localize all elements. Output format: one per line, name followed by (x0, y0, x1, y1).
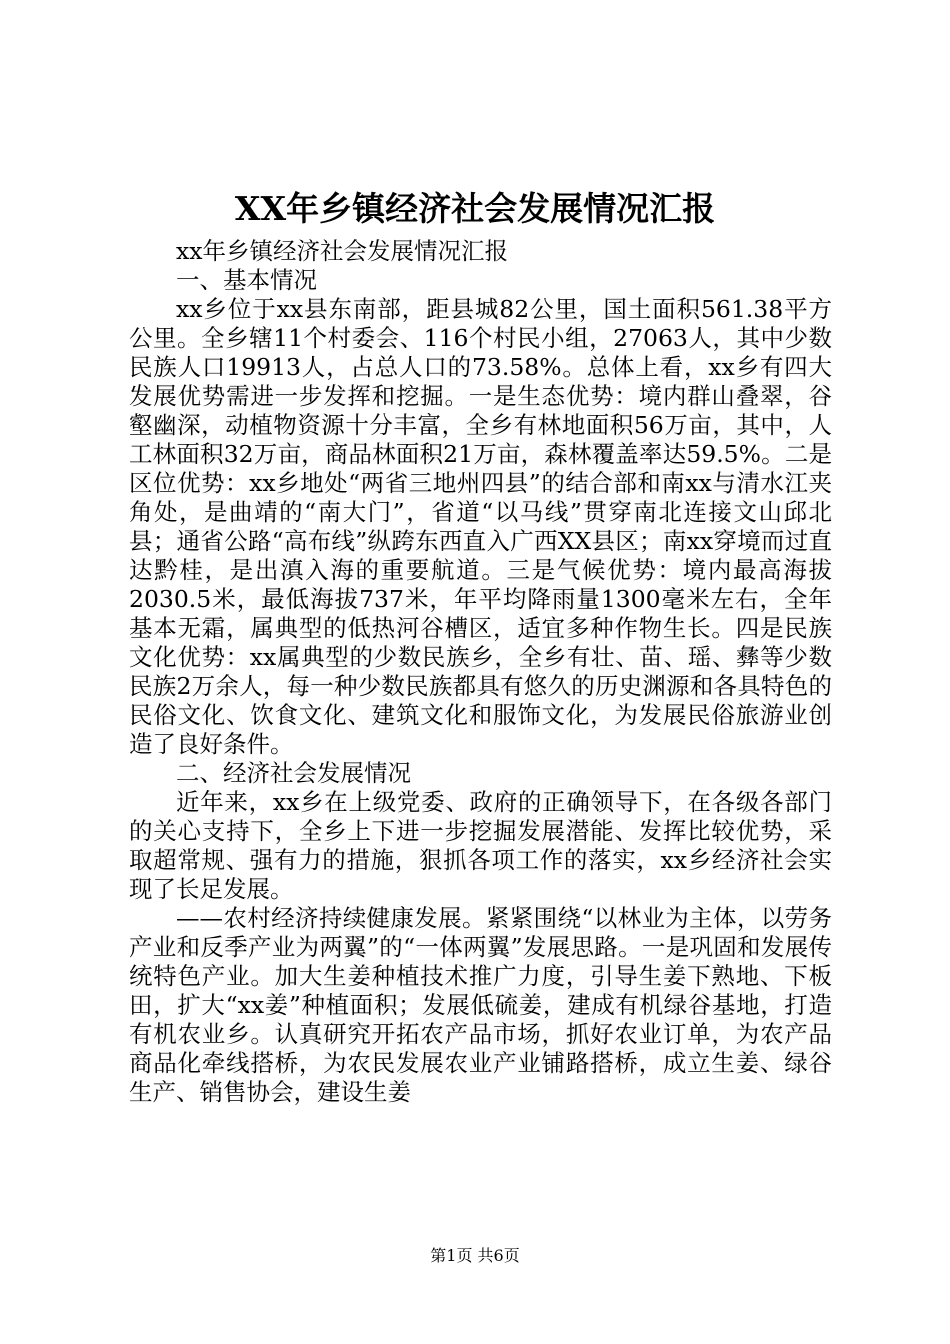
document-body (129, 237, 832, 1107)
subtitle-paragraph: xx年乡镇经济社会发展情况汇报 (176, 237, 509, 265)
document-title: XX年乡镇经济社会发展情况汇报 (234, 189, 716, 228)
section-heading-development: 二、经济社会发展情况 (176, 759, 411, 787)
page-footer: 第1页 共6页 (430, 1246, 520, 1265)
body-paragraph: ——农村经济持续健康发展。紧紧围绕“以林业为主体，以劳务产业和反季产业为两翼”的“一体两翼”发展思路。一是巩固和发展传统特色产业。加大生姜种植技术推广力度，引导生姜下熟地、下板田，扩大“xx姜”种植面积；发展低硫姜，建成有机绿谷基地，打造有机农业乡。认真研究开拓农产品市场，抓好农业订单，为农产品商品化牵线搭桥，为农民发展农业产业铺路搭桥，成立生姜、绿谷生产、销售协会，建设生姜 (129, 904, 832, 1106)
section-heading-basic: 一、基本情况 (176, 266, 317, 294)
body-paragraph: xx乡位于xx县东南部，距县城82公里，国土面积561.38平方公里。全乡辖11个村委会、116个村民小组，27063人，其中少数民族人口19913人，占总人口的73.58%。总体上看，xx乡有四大发展优势需进一步发挥和挖掘。一是生态优势：境内群山叠翠，谷壑幽深，动植物资源十分丰富，全乡有林地面积56万亩，其中，人工林面积32万亩，商品林面积21万亩，森林覆盖率达59.5%。二是区位优势：xx乡地处“两省三地州四县”的结合部和南xx与清水江夹角处，是曲靖的“南大门”，省道“以马线”贯穿南北连接文山邱北县；通省公路“高布线”纵跨东西直入广西XX县区；南xx穿境而过直达黔桂，是出滇入海的重要航道。三是气候优势：境内最高海拔2030.5米，最低海拔737米，年平均降雨量1300毫米左右，全年基本无霜，属典型的低热河谷槽区，适宜多种作物生长。四是民族文化优势：xx属典型的少数民族乡，全乡有壮、苗、瑶、彝等少数民族2万余人，每一种少数民族都具有悠久的历史渊源和各具特色的民俗文化、饮食文化、建筑文化和服饰文化，为发展民俗旅游业创造了良好条件。 (129, 295, 832, 758)
body-paragraph: 近年来，xx乡在上级党委、政府的正确领导下，在各级各部门的关心支持下，全乡上下进一步挖掘发展潜能、发挥比较优势，采取超常规、强有力的措施，狠抓各项工作的落实，xx乡经济社会实现了长足发展。 (129, 788, 832, 903)
